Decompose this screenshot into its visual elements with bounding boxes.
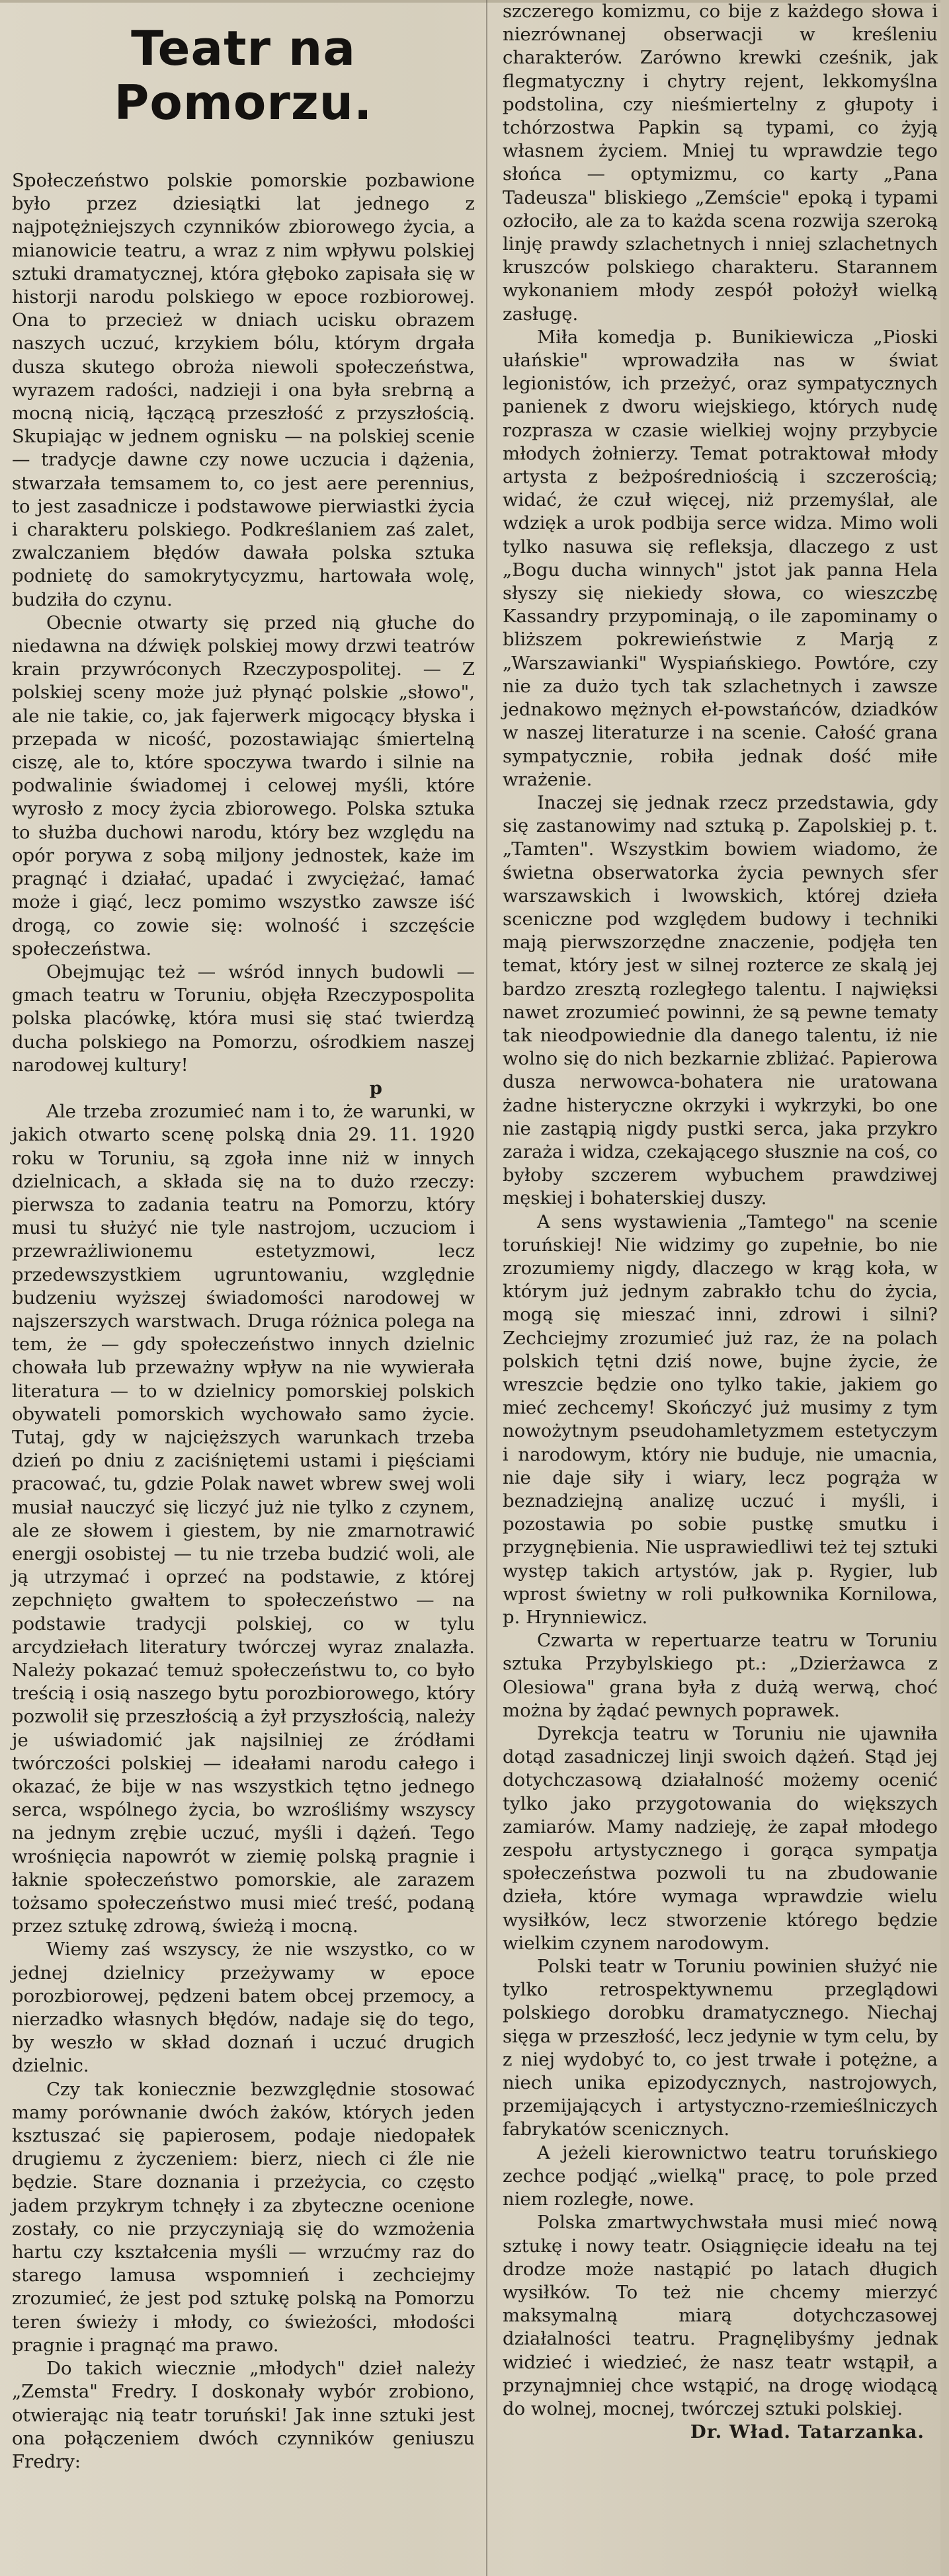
paragraph: Inaczej się jednak rzecz przedstawia, gdy się zastanowimy nad sztuką p. Zapolskiej p. t. „Tamten". Wszystkim bowiem wiadomo, że świetna obserwatorka życia pewnych sfer warszawskich i lwowskich, której dzieła sceniczne pod względem budowy i techniki mają pierwszorzędne znaczenie, podjęła ten temat, który jest w silnej rozterce ze skalą jej bardzo zresztą rozległego talentu. I najwięksi nawet zrozumieć powinni, że są pewne tematy tak nieodpowiednie dla danego talentu, iż nie wolno się do nich bezkarnie zbliżać. Papierowa dusza nerwowca-bohatera nie uratowana żadne histeryczne okrzyki i wykrzyki, bo one nie zastąpią nigdy pustki serca, jaka przykro zaraża i widza, czekającego słusznie na coś, co byłoby szczerem wybuchem prawdziwej męskiej i bohaterskiej duszy. — [503, 791, 938, 1209]
page-edge — [940, 0, 949, 2576]
paragraph: A jeżeli kierownictwo teatru toruńskiego zechce podjąć „wielką" pracę, to pole przed niem rozległe, nowe. — [503, 2142, 938, 2210]
paragraph: Polski teatr w Toruniu powinien służyć nie tylko retrospektywnemu przeglądowi polskiego dorobku dramatycznego. Niechaj sięga w przeszłość, lecz jedynie w tym celu, by z niej wydobyć to, co jest trwałe i potężne, a niech unika epizodycznych, nastrojowych, przemijających i artystyczno-rzemieślniczych fabrykatów scenicznych. — [503, 1956, 938, 2140]
paragraph: Obejmując też — wśród innych budowli — gmach teatru w Toruniu, objęła Rzeczypospolita polska placówkę, która musi się stać twierdzą ducha polskiego na Pomorzu, ośrodkiem naszej narodowej kultury! — [12, 961, 475, 1076]
paragraph: Czy tak koniecznie bezwzględnie stosować mamy porównanie dwóch żaków, których jeden ksztuszać się papierosem, podaje niedopałek drugiemu z życzeniem: bierz, niech ci źle nie będzie. Stare doznania i przeżycia, co często jadem przykrym tchnęły i za zbyteczne ocenione zostały, co nie przyczyniają się do wzmożenia hartu czy kształcenia myśli — wrzućmy raz do starego lamusa wspomnień i zechciejmy zrozumieć, że jest pod sztukę polską na Pomorzu teren świeży i młody, co świeżości, młodości pragnie i pragnąć ma prawo. — [12, 2078, 475, 2356]
paragraph: Dyrekcja teatru w Toruniu nie ujawniła dotąd zasadniczej linji swoich dążeń. Stąd jej dotychczasową działalność możemy ocenić tylko jako przygotowania do większych zamiarów. Mamy nadzieję, że zapał młodego zespołu artystycznego i gorąca sympatja społeczeństwa pozwoli tu na zbudowanie dzieła, które wymaga wprawdzie wielu wysiłków, lecz stworzenie którego będzie wielkim czynem narodowym. — [503, 1723, 938, 1954]
column-divider — [486, 0, 487, 2576]
paragraph: Miła komedja p. Bunikiewicza „Pioski ułańskie" wprowadziła nas w świat legionistów, ich przeżyć, oraz sympatycznych panienek z dworu wiejskiego, których nudę rozprasza w czasie wielkiej wojny przybycie młodych żołnierzy. Temat potraktował młody artysta z beżpośredniością i szczerością; widać, że czuł więcej, niż przemyślał, ale wdzięk a urok podbija serce widza. Mimo woli tylko nasuwa się refleksja, dlaczego z ust „Bogu ducha winnych" jstot jak panna Hela słyszy się niekiedy słowa, co wieszczbę Kassandry przypominają, o ile zapominamy o bliższem pokrewieństwie z Marją z „Warszawianki" Wyspiańskiego. Powtóre, czy nie za dużo tych tak szlachetnych i zawsze jednakowo mężnych eł-powstańców, dziadków w naszej literaturze i na scenie. Całość grana sympatycznie, robiła jednak dość miłe wrażenie. — [503, 326, 938, 790]
paragraph: Polska zmartwychwstała musi mieć nową sztukę i nowy teatr. Osiągnięcie ideału na tej drodze może nastąpić po latach długich wysiłków. To też nie chcemy mierzyć maksymalną miarą dotychczasowej działalności teatru. Pragnęlibyśmy jednak widzieć i wiedzieć, że nasz teatr wstąpił, a przynajmniej chce wstąpić, na drogę wiodącą do wolnej, mocnej, twórczej sztuki polskiej. — [503, 2212, 938, 2419]
section-mark: p — [369, 1077, 382, 1099]
left-column — [12, 0, 475, 2474]
paragraph: Społeczeństwo polskie pomorskie pozbawione było przez dziesiątki lat jednego z najpotężniejszych czynników zbiorowego życia, a mianowicie teatru, a wraz z nim wpływu polskiej sztuki dramatycznej, która głęboko zapisała się w historji narodu polskiego w epoce rozbiorowej. Ona to przecież w dniach ucisku obrazem naszych uczuć, krzykiem bólu, którym drgała dusza skutego obroża niewoli społeczeństwa, wyrazem radości, nadzieji i ona była srebrną a mocną nicią, łączącą przeszłość z przyszłością. Skupiając w jednem ognisku — na polskiej scenie — tradycje dawne czy nowe uczucia i dążenia, stwarzała temsamem to, co jest aere perennius, to jest zasadnicze i podstawowe pierwiastki życia i charakteru polskiego. Podkreślaniem zaś zalet, zwalczaniem błędów dawała polska sztuka podnietę do samokrytycyzmu, hartowała wolę, budziła do czynu. — [12, 170, 475, 610]
paragraph: Do takich wiecznie „młodych" dzieł należy „Zemsta" Fredry. I doskonały wybór zrobiono, otwierając nią teatr toruński! Jak inne sztuki jest ona połączeniem dwóch czynników geniuszu Fredry: — [12, 2358, 475, 2472]
author-signature: Dr. Wład. Tatarzanka. — [690, 2421, 925, 2443]
paragraph: Obecnie otwarty się przed nią głuche do niedawna na dźwięk polskiej mowy drzwi teatrów krain przywróconych Rzeczypospolitej. — Z polskiej sceny może już płynąć polskie „słowo", ale nie takie, co, jak fajerwerk migocący błyska i przepada w nicość, pozostawiając śmiertelną ciszę, ale to, które spoczywa twardo i silnie na podwalinie świadomej i celowej myśli, które wyrosło z mocy życia zbiorowego. Polska sztuka to służba duchowi narodu, który bez względu na opór porywa z sobą miljony jednostek, każe im pragnąć i działać, upadać i zwyciężać, łamać może i giąć, lecz pomimo wszystko zawsze iść drogą, co zowie się: wolność i szczęście społeczeństwa. — [12, 612, 475, 959]
paragraph: szczerego komizmu, co bije z każdego słowa i niezrównanej obserwacji w kreśleniu charakterów. Zarówno krewki cześnik, jak flegmatyczny i chytry rejent, lekkomyślna podstolina, czy nieśmiertelny z głupoty i tchórzostwa Papkin są typami, co żyją własnem życiem. Mniej tu wprawdzie tego słońca — optymizmu, co karty „Pana Tadeusza" bliskiego „Zemście" epoką i typami ozłociło, ale za to każda scena rozwija szeroką linję prawdy szlachetnych i nniej szlachetnych kruszców polskiego charakteru. Starannem wykonaniem młody zespół położył wielką zasługę. — [503, 1, 938, 325]
paragraph: A sens wystawienia „Tamtego" na scenie toruńskiej! Nie widzimy go zupełnie, bo nie zrozumiemy nigdy, dlaczego w krąg koła, w którym już jednym zabrakło tchu do życia, mogą się mieszać inni, zdrowi i silni? Zechciejmy zrozumieć już raz, że na polach polskich tętni dziś nowe, bujne życie, że wreszcie będzie ono tylko takie, jakiem go mieć zechcemy! Skończyć już musimy z tym nowożytnym pseudohamletyzmem estetyczym i narodowym, który nie buduje, nie umacnia, nie daje siły i wiary, lecz pogrąża w beznadziejną analizę uczuć i myśli, i pozostawia po sobie pustkę smutku i przygnębienia. Nie usprawiedliwi też tej sztuki występ takich artystów, jak p. Rygier, lub wprost świetny w roli pułkownika Kornilowa, p. Hrynniewicz. — [503, 1211, 938, 1629]
paragraph: Ale trzeba zrozumieć nam i to, że warunki, w jakich otwarto scenę polską dnia 29. 11. 1920 roku w Toruniu, są zgoła inne niż w innych dzielnicach, a składa się na to dużo rzeczy: pierwsza to zadania teatru na Pomorzu, który musi tu służyć nie tyle nastrojom, uczuciom i przewrażliwionemu estetyzmowi, lecz przedewszystkiem ugruntowaniu, względnie budzeniu wyższej świadomości narodowej w najszerszych warstwach. Druga różnica polega na tem, że — gdy społeczeństwo innych dzielnic chowała lub przeważny wpływ na nie wywierała literatura — to w dzielnicy pomorskiej polskich obywateli pomorskich wychowało samo życie. Tutaj, gdy w najcięższych warunkach trzeba dzień po dniu z zaciśniętemi ustami i pięściami pracować, tu, gdzie Polak nawet wbrew swej woli musiał nauczyć się liczyć już nie tylko z czynem, ale ze słowem i giestem, by nie zmarnotrawić energji osobistej — tu nie trzeba budzić woli, ale ją utrzymać i oprzeć na podstawie, z której zepchnięto gwałtem to społeczeństwo — na podstawie tradycji polskiej, co w tylu arcydziełach literatury twórczej wyraz znalazła. Należy pokazać temuż społeczeństwu to, co było treścią i osią naszego bytu porozbiorowego, który pozwolił się przeszłością a żył przyszłością, należy je uświadomić jak najsilniej ze źródłami twórczości polskiej — ideałami narodu całego i okazać, że bije w nas wszystkich tętno jednego serca, wspólnego życia, bo wzrośliśmy wszyscy na jednym zrębie uczuć, myśli i dążeń. Tego wrośnięcia napowrót w ziemię polską pragnie i łaknie społeczeństwo pomorskie, ale zarazem tożsamo społeczeństwo musi mieć treść, podaną przez sztukę zdrową, świeżą i mocną. — [12, 1101, 475, 1937]
article-headline: Teatr na Pomorzu. — [114, 20, 373, 130]
paragraph: Wiemy zaś wszyscy, że nie wszystko, co w jednej dzielnicy przeżywamy w epoce porozbiorowej, pędzeni batem obcej przemocy, a nierzadko własnych błędów, nadaje się do tego, by weszło w skład doznań i uczuć drugich dzielnic. — [12, 1939, 475, 2077]
paragraph: Czwarta w repertuarze teatru w Toruniu sztuka Przybylskiego pt.: „Dzierżawca z Olesiowa" grana była z dużą werwą, choć można by żądać pewnych poprawek. — [503, 1630, 938, 1721]
right-column — [503, 0, 938, 2444]
